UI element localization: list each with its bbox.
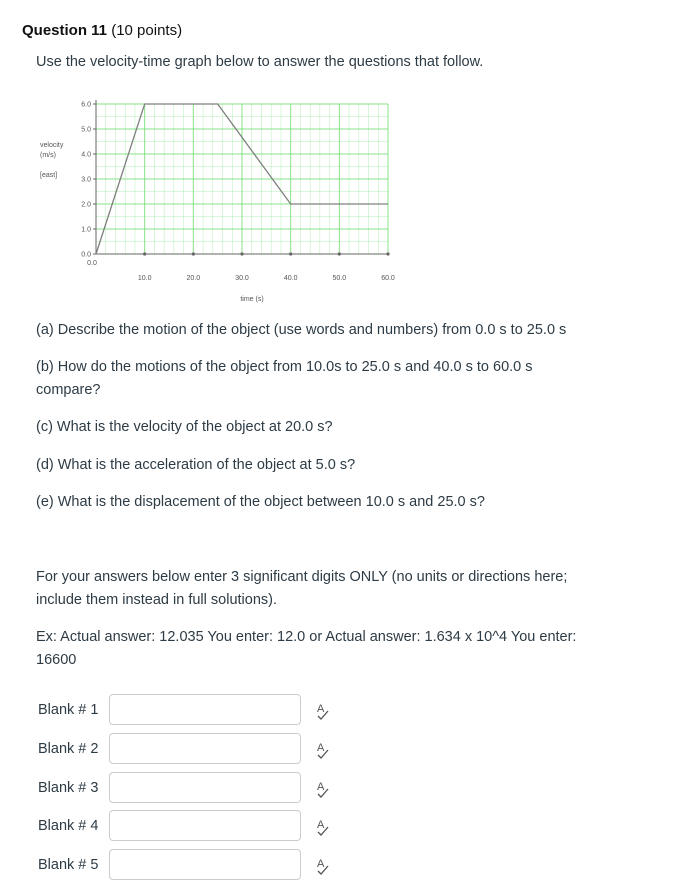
question-header xyxy=(22,22,182,39)
svg-text:A: A xyxy=(317,858,325,870)
blank-label: Blank # 5 xyxy=(38,857,99,873)
blank-row-3 xyxy=(38,772,338,806)
x-tick-label: 50.0 xyxy=(332,275,347,282)
x-tick-mark xyxy=(338,252,341,255)
x-tick-label: 20.0 xyxy=(186,275,201,282)
y-tick-label: 5.0 xyxy=(81,126,91,134)
part-b xyxy=(36,356,636,402)
part-b-line2: compare? xyxy=(36,382,101,398)
spellcheck-icon[interactable] xyxy=(316,741,330,759)
blank-input-4[interactable] xyxy=(109,810,301,841)
chart-axes xyxy=(93,100,390,256)
x-tick-label: 40.0 xyxy=(283,275,298,282)
blank-row-2 xyxy=(38,733,338,767)
y-axis-label-line: velocity xyxy=(40,142,64,149)
blank-input-5[interactable] xyxy=(109,849,301,880)
x-tick-mark xyxy=(386,252,389,255)
blank-label: Blank # 1 xyxy=(38,702,99,718)
x-tick-label: 0.0 xyxy=(87,260,97,267)
instructions-line2: include them instead in full solutions). xyxy=(36,592,277,608)
y-tick-label: 2.0 xyxy=(81,201,91,209)
blank-row-4 xyxy=(38,810,338,844)
blank-row-1 xyxy=(38,694,338,728)
svg-text:A: A xyxy=(317,819,325,831)
question-intro: Use the velocity-time graph below to answer the questions that follow. xyxy=(36,54,484,70)
x-tick-label: 30.0 xyxy=(235,275,249,282)
y-axis-label-line: [east] xyxy=(40,172,58,179)
y-axis-label-line: (m/s) xyxy=(40,152,56,159)
y-tick-label: 0.0 xyxy=(81,251,91,259)
blank-label: Blank # 3 xyxy=(38,780,99,796)
instructions-line1: For your answers below enter 3 significant digits ONLY (no units or directions here; xyxy=(36,569,568,585)
chart-grid xyxy=(96,104,388,254)
blank-input-2[interactable] xyxy=(109,733,301,764)
blank-label: Blank # 4 xyxy=(38,818,99,834)
example-line1: Ex: Actual answer: 12.035 You enter: 12.0 or Actual answer: 1.634 x 10^4 You enter: xyxy=(36,629,577,645)
blank-label: Blank # 2 xyxy=(38,741,99,757)
svg-text:A: A xyxy=(317,781,325,793)
x-tick-mark xyxy=(143,252,146,255)
blank-input-1[interactable] xyxy=(109,694,301,725)
blank-row-5 xyxy=(38,849,338,883)
part-d: (d) What is the acceleration of the object at 5.0 s? xyxy=(36,457,356,473)
blank-input-3[interactable] xyxy=(109,772,301,803)
x-tick-label: 10.0 xyxy=(137,275,152,282)
spellcheck-icon[interactable] xyxy=(316,780,330,798)
part-e: (e) What is the displacement of the object between 10.0 s and 25.0 s? xyxy=(36,494,485,510)
svg-text:A: A xyxy=(317,742,325,754)
question-number: Question 11 xyxy=(22,22,108,39)
x-tick-mark xyxy=(240,252,243,255)
example-line2: 16600 xyxy=(36,652,77,668)
velocity-time-graph xyxy=(36,92,396,307)
part-c: (c) What is the velocity of the object at 20.0 s? xyxy=(36,419,333,435)
x-tick-mark xyxy=(289,252,292,255)
answer-example xyxy=(36,626,636,672)
chart-y-axis-label xyxy=(40,142,64,179)
spellcheck-icon[interactable] xyxy=(316,702,330,720)
y-tick-label: 1.0 xyxy=(81,226,91,234)
answer-instructions xyxy=(36,566,636,612)
question-points: (10 points) xyxy=(111,22,183,39)
spellcheck-icon[interactable] xyxy=(316,818,330,836)
x-tick-label: 60.0 xyxy=(381,275,395,282)
svg-text:A: A xyxy=(317,703,325,715)
spellcheck-icon[interactable] xyxy=(316,857,330,875)
part-a: (a) Describe the motion of the object (use words and numbers) from 0.0 s to 25.0 s xyxy=(36,322,567,338)
x-tick-mark xyxy=(192,252,195,255)
part-b-line1: (b) How do the motions of the object from 10.0s to 25.0 s and 40.0 s to 60.0 s xyxy=(36,359,533,375)
y-tick-label: 3.0 xyxy=(81,176,91,184)
y-tick-label: 6.0 xyxy=(81,101,91,109)
y-tick-label: 4.0 xyxy=(81,151,91,159)
chart-x-axis-label: time (s) xyxy=(240,296,264,303)
